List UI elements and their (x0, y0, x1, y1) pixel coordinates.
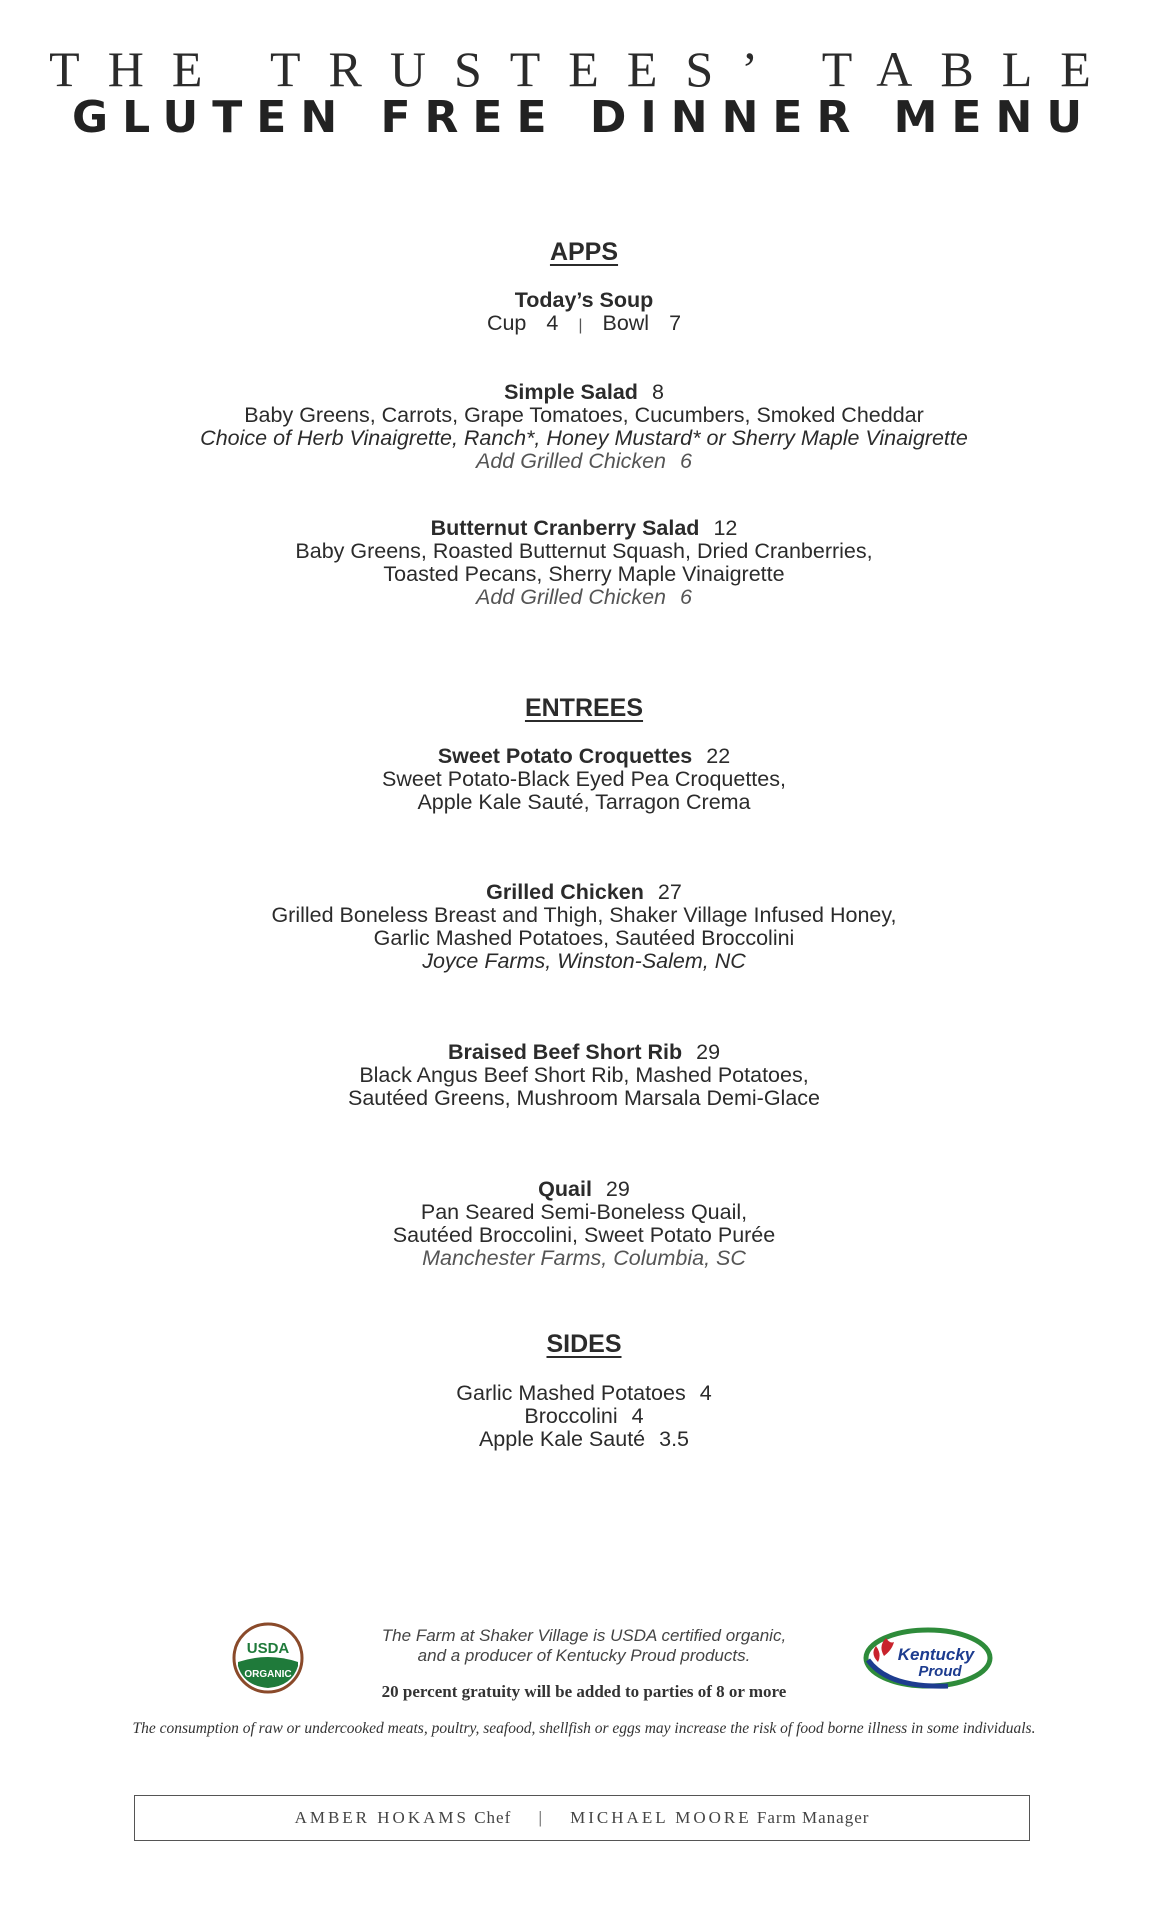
side-item (0, 1405, 1168, 1428)
item-price: 27 (657, 880, 682, 904)
item-name: Butternut Cranberry Salad (430, 516, 700, 540)
item-description-line1: Pan Seared Semi-Boneless Quail, (420, 1200, 748, 1224)
kentucky-text: Kentucky (897, 1645, 975, 1664)
menu-item-grilled-chicken (0, 881, 1168, 973)
item-name: Grilled Chicken (486, 880, 644, 904)
organic-note-line2: and a producer of Kentucky Proud products. (417, 1646, 751, 1665)
addon-price: 6 (680, 449, 692, 473)
addon-price: 6 (680, 585, 692, 609)
item-price: 29 (605, 1177, 630, 1201)
item-description-line2: Apple Kale Sauté, Tarragon Crema (417, 790, 751, 814)
item-source: Manchester Farms, Columbia, SC (422, 1246, 746, 1270)
price-separator: | (578, 317, 583, 334)
item-name: Sweet Potato Croquettes (437, 744, 693, 768)
section-heading-sides: SIDES (546, 1330, 622, 1358)
sides-list (0, 1382, 1168, 1451)
item-name: Braised Beef Short Rib (447, 1040, 683, 1064)
side-price: 4 (699, 1381, 712, 1405)
menu-item-short-rib (0, 1041, 1168, 1110)
chef-name: AMBER HOKAMS (294, 1808, 469, 1827)
item-description-line2: Sautéed Greens, Mushroom Marsala Demi-Glace (348, 1086, 820, 1110)
side-price: 4 (631, 1404, 644, 1428)
item-price: 29 (696, 1040, 721, 1064)
organic-text: ORGANIC (244, 1669, 292, 1680)
menu-item-butternut-salad (0, 517, 1168, 609)
item-description-line1: Grilled Boneless Breast and Thigh, Shaker Village Infused Honey, (271, 903, 897, 927)
menu-item-soup (0, 289, 1168, 337)
menu-title: GLUTEN FREE DINNER MENU (71, 92, 1097, 143)
side-price: 3.5 (659, 1427, 690, 1451)
gratuity-notice: 20 percent gratuity will be added to parties of 8 or more (381, 1682, 787, 1701)
bowl-price: 7 (669, 311, 682, 335)
food-safety-warning: The consumption of raw or undercooked meats, poultry, seafood, shellfish or eggs may increase the risk of food borne illness in some individuals. (132, 1720, 1036, 1737)
usda-text: USDA (246, 1640, 290, 1657)
item-price: 22 (706, 744, 731, 768)
item-price: 12 (713, 516, 738, 540)
item-description-line2: Toasted Pecans, Sherry Maple Vinaigrette (383, 562, 785, 586)
cup-label: Cup (486, 311, 527, 335)
item-name: Today’s Soup (514, 288, 654, 312)
dressing-choice: Choice of Herb Vinaigrette, Ranch*, Honey Mustard* or Sherry Maple Vinaigrette (200, 426, 968, 450)
side-name: Garlic Mashed Potatoes (456, 1381, 686, 1405)
restaurant-name: THE TRUSTEES’ TABLE (49, 41, 1119, 97)
item-price: 8 (651, 380, 664, 404)
item-description-line1: Black Angus Beef Short Rib, Mashed Potatoes, (359, 1063, 809, 1087)
item-source: Joyce Farms, Winston-Salem, NC (422, 949, 746, 973)
chef-title: Chef (474, 1808, 512, 1827)
section-heading-apps: APPS (549, 238, 619, 266)
manager-title: Farm Manager (756, 1808, 870, 1827)
item-description-line1: Baby Greens, Roasted Butternut Squash, Dried Cranberries, (295, 539, 873, 563)
item-description: Baby Greens, Carrots, Grape Tomatoes, Cucumbers, Smoked Cheddar (244, 403, 924, 427)
bowl-label: Bowl (602, 311, 650, 335)
item-name: Simple Salad (504, 380, 638, 404)
side-name: Apple Kale Sauté (478, 1427, 646, 1451)
side-item (0, 1382, 1168, 1405)
menu-item-croquettes (0, 745, 1168, 814)
proud-text: Proud (918, 1663, 962, 1680)
side-item (0, 1428, 1168, 1451)
menu-item-simple-salad (0, 381, 1168, 473)
item-description-line2: Sautéed Broccolini, Sweet Potato Purée (392, 1223, 776, 1247)
item-description-line1: Sweet Potato-Black Eyed Pea Croquettes, (382, 767, 786, 791)
item-name: Quail (538, 1177, 592, 1201)
item-description-line2: Garlic Mashed Potatoes, Sautéed Broccolini (373, 926, 795, 950)
staff-credits (134, 1795, 1030, 1841)
section-heading-entrees: ENTREES (524, 694, 644, 722)
menu-item-quail (0, 1178, 1168, 1270)
cup-price: 4 (546, 311, 559, 335)
credits-divider: | (538, 1808, 543, 1827)
addon-label: Add Grilled Chicken (476, 585, 667, 609)
side-name: Broccolini (524, 1404, 618, 1428)
addon-label: Add Grilled Chicken (476, 449, 667, 473)
manager-name: MICHAEL MOORE (570, 1808, 752, 1827)
organic-note-line1: The Farm at Shaker Village is USDA certified organic, (381, 1626, 787, 1645)
